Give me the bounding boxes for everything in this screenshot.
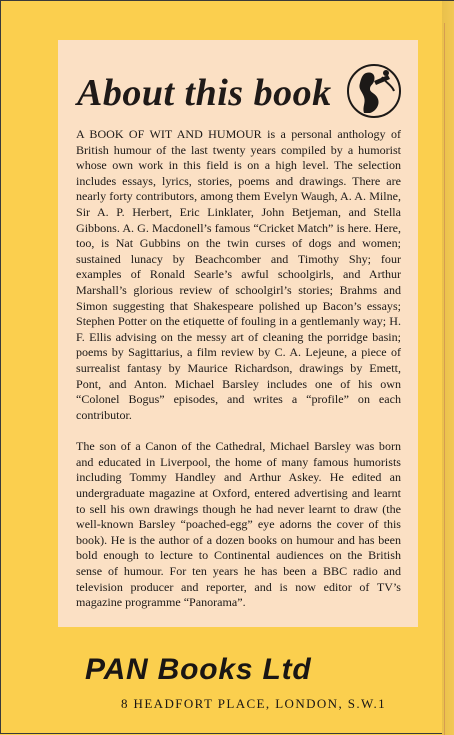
publisher-address: 8 HEADFORT PLACE, LONDON, S.W.1 [121, 696, 387, 711]
about-heading: About this book [77, 72, 332, 114]
publisher-name: PAN Books Ltd [85, 653, 312, 686]
description [76, 127, 401, 611]
description-paragraph-2: The son of a Canon of the Cathedral, Michael Barsley was born and educated in Liverpool, the home of many famous humorists including Tommy Handley and Arthur Askey. He edited an undergraduate magazine at Oxford, entered advertising and learnt to sell his own drawings though he had never learnt to draw (the well-known Barsley “poached-egg” eye adorns the cover of this book). He is the author of a dozen books on humour and has been bold enough to lecture to Continental audiences on the British sense of humour. For ten years he has been a BBC radio and television producer and reporter, and is now editor of TV’s magazine programme “Panorama”. [76, 439, 401, 610]
description-paragraph-1: A BOOK OF WIT AND HUMOUR is a personal anthology of British humour of the last twenty years compiled by a humorist whose own work in this field is on a high level. The selection includes essays, lyrics, stories, poems and drawings. There are nearly forty contributors, among them Evelyn Waugh, A. A. Milne, Sir A. P. Herbert, Eric Linklater, John Betjeman, and Stella Gibbons. A. G. Macdonell’s famous “Cricket Match” is here. Here, too, is Nat Gubbins on the twin curses of dogs and women; sustained lunacy by Beachcomber and Timothy Shy; four examples of Ronald Searle’s awful schoolgirls, and Arthur Marshall’s glorious review of schoolgirl’s stories; Brahms and Simon suggesting that Shakespeare polished up Bacon’s essays; Stephen Potter on the etiquette of fouling in a gentlemanly way; H. F. Ellis advising on the messy art of cleaning the porridge basin; poems by Sagittarius, a film review by C. A. Lejeune, a piece of surrealist fantasy by Maurice Richardson, drawings by Emett, Pont, and Anton. Michael Barsley includes one of his own “Colonel Bogus” episodes, and writes a “profile” on each contributor. [76, 127, 401, 422]
spine-rule [444, 23, 445, 735]
pan-piper-logo-icon [346, 63, 402, 119]
